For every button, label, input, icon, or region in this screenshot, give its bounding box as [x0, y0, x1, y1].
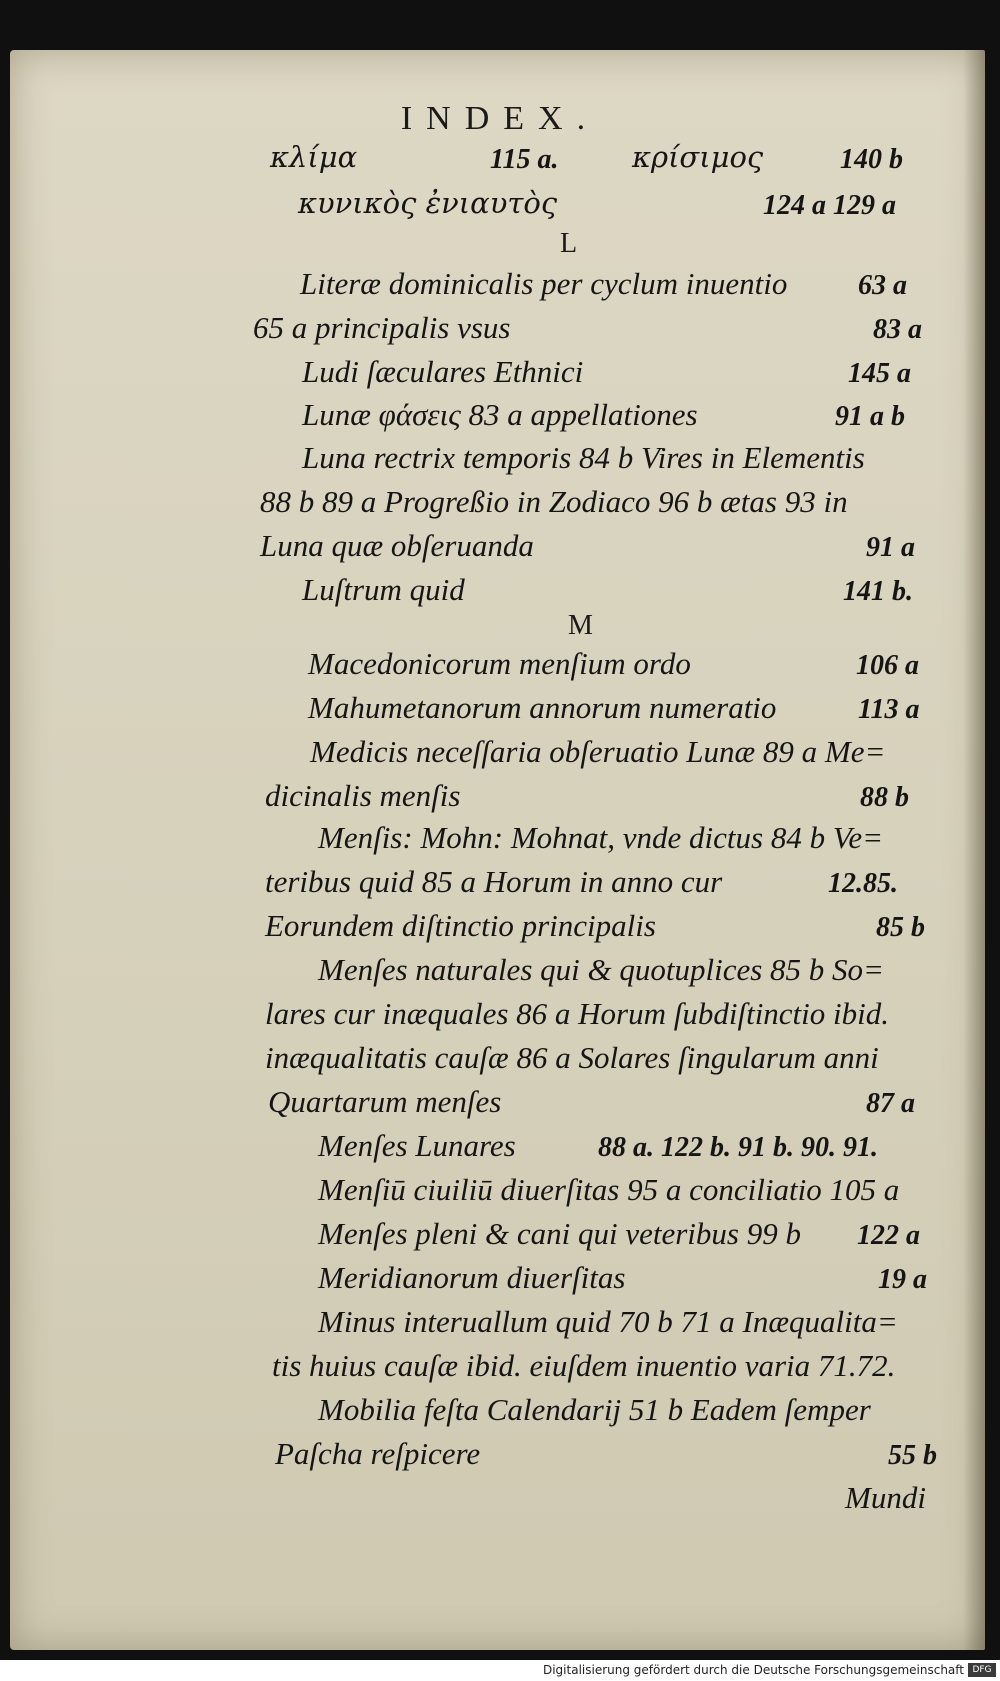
index-line: Menſes Lunares	[318, 1128, 516, 1163]
index-ref: 19 a	[878, 1264, 927, 1295]
index-ref: 91 a b	[835, 401, 905, 432]
greek-ref: 124 a 129 a	[763, 190, 896, 221]
index-line: Menſis: Mohn: Mohnat, vnde dictus 84 b Ve=	[318, 820, 884, 855]
section-letter-l: L	[560, 228, 578, 259]
index-ref: 106 a	[856, 650, 919, 681]
footer-bar	[0, 1660, 1000, 1681]
index-line: Eorundem diſtinctio principalis	[265, 908, 656, 943]
index-line: Menſes naturales qui & quotuplices 85 b So=	[318, 952, 884, 987]
index-ref: 113 a	[858, 694, 920, 725]
dfg-logo: DFG	[968, 1663, 996, 1677]
section-letter-m: M	[568, 610, 593, 641]
index-line: Mobilia feſta Calendarij 51 b Eadem ſemper	[318, 1392, 871, 1427]
index-line: inæqualitatis cauſæ 86 a Solares ſingularum anni	[265, 1040, 879, 1075]
greek-term: κρίσιμος	[632, 140, 764, 174]
index-ref: 55 b	[888, 1440, 937, 1471]
greek-ref: 115 a.	[490, 144, 559, 175]
index-ref: 87 a	[866, 1088, 915, 1119]
catchword: Mundi	[845, 1480, 926, 1515]
index-line: Paſcha reſpicere	[275, 1436, 481, 1471]
index-ref: 141 b.	[843, 576, 913, 607]
index-line: Literæ dominicalis per cyclum inuentio	[300, 266, 788, 301]
index-ref: 12.85.	[828, 868, 898, 899]
index-line: Macedonicorum menſium ordo	[308, 646, 691, 681]
index-ref: 91 a	[866, 532, 915, 563]
index-line: Ludi ſæculares Ethnici	[302, 354, 584, 389]
index-line: Minus interuallum quid 70 b 71 a Inæqualita=	[318, 1304, 898, 1339]
footer-credit: Digitalisierung gefördert durch die Deutsche Forschungsgemeinschaft	[542, 1663, 964, 1677]
index-ref: 88 a. 122 b. 91 b. 90. 91.	[598, 1132, 878, 1163]
index-line: 88 b 89 a Progreßio in Zodiaco 96 b ætas 93 in	[260, 484, 848, 519]
index-ref: 88 b	[860, 782, 909, 813]
index-line: Luna quæ obſeruanda	[260, 528, 534, 563]
page-header: INDEX.	[400, 100, 600, 137]
page-edge-shadow	[963, 50, 985, 1650]
index-line: 65 a principalis vsus	[253, 310, 511, 345]
index-ref: 85 b	[876, 912, 925, 943]
index-line: Menſiū ciuiliū diuerſitas 95 a conciliatio 105 a	[318, 1172, 900, 1207]
index-line: Mahumetanorum annorum numeratio	[308, 690, 777, 725]
index-line: lares cur inæquales 86 a Horum ſubdiſtinctio ibid.	[265, 996, 890, 1031]
index-line: Menſes pleni & cani qui veteribus 99 b	[318, 1216, 801, 1251]
index-line: Luna rectrix temporis 84 b Vires in Elementis	[302, 440, 865, 475]
index-line: Lunæ φάσεις 83 a appellationes	[302, 397, 698, 432]
index-line: dicinalis menſis	[265, 778, 461, 813]
index-ref: 145 a	[848, 358, 911, 389]
greek-term: κυνικὸς ἐνιαυτὸς	[298, 186, 558, 220]
index-line: teribus quid 85 a Horum in anno cur	[265, 864, 723, 899]
greek-ref: 140 b	[840, 144, 903, 175]
index-line: Medicis neceſſaria obſeruatio Lunæ 89 a Me=	[310, 734, 886, 769]
index-ref: 122 a	[857, 1220, 920, 1251]
index-line: Quartarum menſes	[268, 1084, 502, 1119]
index-line: tis huius cauſæ ibid. eiuſdem inuentio varia 71.72.	[272, 1348, 896, 1383]
greek-term: κλίμα	[270, 140, 358, 174]
index-line: Meridianorum diuerſitas	[318, 1260, 626, 1295]
index-ref: 63 a	[858, 270, 907, 301]
index-ref: 83 a	[873, 314, 922, 345]
index-line: Luſtrum quid	[302, 572, 465, 607]
